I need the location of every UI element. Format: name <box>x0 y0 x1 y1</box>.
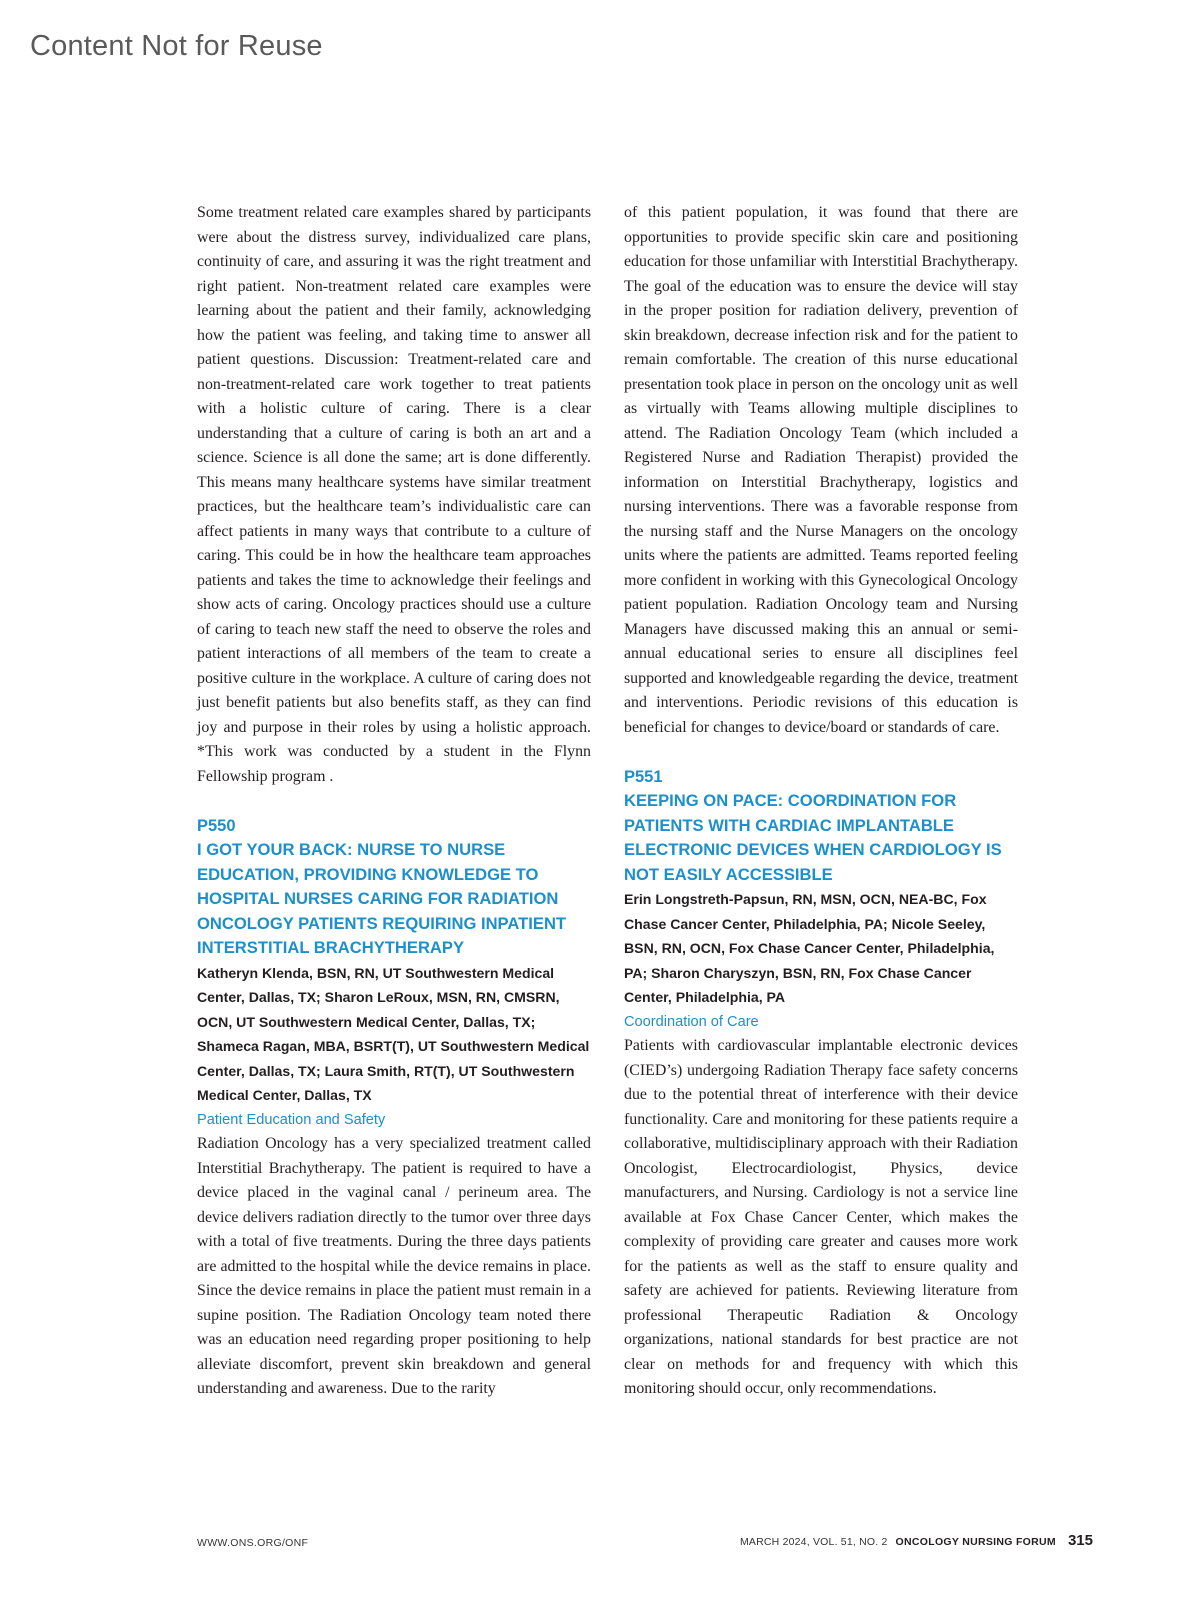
right-column <box>624 201 1018 1402</box>
footer-website: WWW.ONS.ORG/ONF <box>197 1537 309 1549</box>
abstract-id: P550 <box>197 817 236 835</box>
abstract-category: Patient Education and Safety <box>197 1111 386 1128</box>
abstract-category: Coordination of Care <box>624 1013 759 1030</box>
abstract-authors: Katheryn Klenda, BSN, RN, UT Southwestern Medical Center, Dallas, TX; Sharon LeRoux, MSN, RN, CMSRN, OCN, UT Southwestern Medical Center, Dallas, TX; Shameca Ragan, MBA, BSRT(T), UT Southwestern Medical Center, Dallas, TX; Laura Smith, RT(T), UT Southwestern Medical Center, Dallas, TX <box>197 964 590 1103</box>
abstract-authors: Erin Longstreth-Papsun, RN, MSN, OCN, NEA-BC, Fox Chase Cancer Center, Philadelphia, PA; Nicole Seeley, BSN, RN, OCN, Fox Chase Cancer Center, Philadelphia, PA; Sharon Charyszyn, BSN, RN, Fox Chase Cancer Center, Philadelphia, PA <box>624 891 995 1005</box>
continued-abstract-text: of this patient population, it was found that there are opportunities to provide specific skin care and positioning education for those unfamiliar with Interstitial Brachytherapy. The goal of the education was to ensure the device will stay in the proper position for radiation delivery, prevention of skin breakdown, decrease infection risk and for the patient to remain comfortable. The creation of this nurse educational presentation took place in person on the oncology unit as well as virtually with Teams allowing multiple disciplines to attend. The Radiation Oncology Team (which included a Registered Nurse and Radiation Therapist) provided the information on Interstitial Brachytherapy, logistics and nursing interventions. There was a favorable response from the nursing staff and the Nurse Managers on the oncology units where the patients are admitted. Teams reported feeling more confident in working with this Gynecological Oncology patient population. Radiation Oncology team and Nursing Managers have discussed making this an annual or semi-annual educational series to ensure all disciplines feel supported and knowledgeable regarding the device, treatment and interventions. Periodic revisions of this education is beneficial for changes to device/board or standards of care. <box>624 204 1018 736</box>
page-number: 315 <box>1067 1532 1093 1549</box>
watermark: Content Not for Reuse <box>30 30 323 62</box>
left-column <box>197 201 591 1402</box>
abstract-title: I GOT YOUR BACK: NURSE TO NURSE EDUCATION, PROVIDING KNOWLEDGE TO HOSPITAL NURSES CARING FOR RADIATION ONCOLOGY PATIENTS REQUIRING INPATIENT INTERSTITIAL BRACHYTHERAPY <box>197 840 567 957</box>
abstract-body: Patients with cardiovascular implantable electronic devices (CIED’s) undergoing Radiation Therapy face safety concerns due to the potential threat of interference with their device functionality. Care and monitoring for these patients require a collaborative, multidisciplinary approach with their Radiation Oncologist, Electrocardiologist, Physics, device manufacturers, and Nursing. Cardiology is not a service line available at Fox Chase Cancer Center, which makes the complexity of providing care greater and causes more work for the patients as well as the staff to ensure quality and safety are achieved for patients. Reviewing literature from professional Therapeutic Radiation & Oncology organizations, national standards for best practice are not clear on methods for and frequency with which this monitoring should occur, only recommendations. <box>624 1037 1018 1397</box>
footer-journal-name: ONCOLOGY NURSING FORUM <box>895 1536 1056 1548</box>
continued-abstract-text: Some treatment related care examples shared by participants were about the distress survey, individualized care plans, continuity of care, and assuring it was the right treatment and right patient. Non-treatment related care examples were learning about the patient and their family, acknowledging how the patient was feeling, and taking time to answer all patient questions. Discussion: Treatment-related care and non-treatment-related care work together to treat patients with a holistic culture of caring. There is a clear understanding that a culture of caring is both an art and a science. Science is all done the same; art is done differently. This means many healthcare systems have similar treatment practices, but the healthcare team’s individualistic care can affect patients in many ways that contribute to a culture of caring. This could be in how the healthcare team approaches patients and takes the time to acknowledge their feelings and show acts of caring. Oncology practices should use a culture of caring to teach new staff the need to observe the roles and patient interactions of all members of the team to create a positive culture in the workplace. A culture of caring does not just benefit patients but also benefits staff, as they can find joy and purpose in their roles by using a holistic approach. *This work was conducted by a student in the Flynn Fellowship program . <box>197 204 591 785</box>
abstract-id: P551 <box>624 768 663 786</box>
abstract-title: KEEPING ON PACE: COORDINATION FOR PATIENTS WITH CARDIAC IMPLANTABLE ELECTRONIC DEVICES WHEN CARDIOLOGY IS NOT EASILY ACCESSIBLE <box>624 791 1002 884</box>
abstract-body: Radiation Oncology has a very specialized treatment called Interstitial Brachytherapy. The patient is required to have a device placed in the vaginal canal / perineum area. The device delivers radiation directly to the tumor over three days with a total of five treatments. During the three days patients are admitted to the hospital while the device remains in place. Since the device remains in place the patient must remain in a supine position. The Radiation Oncology team noted there was an education need regarding proper positioning to help alleviate discomfort, prevent skin breakdown and general understanding and awareness. Due to the rarity <box>197 1135 591 1397</box>
footer-issue-info <box>740 1532 1093 1549</box>
footer-issue: MARCH 2024, VOL. 51, NO. 2 <box>739 1536 888 1548</box>
